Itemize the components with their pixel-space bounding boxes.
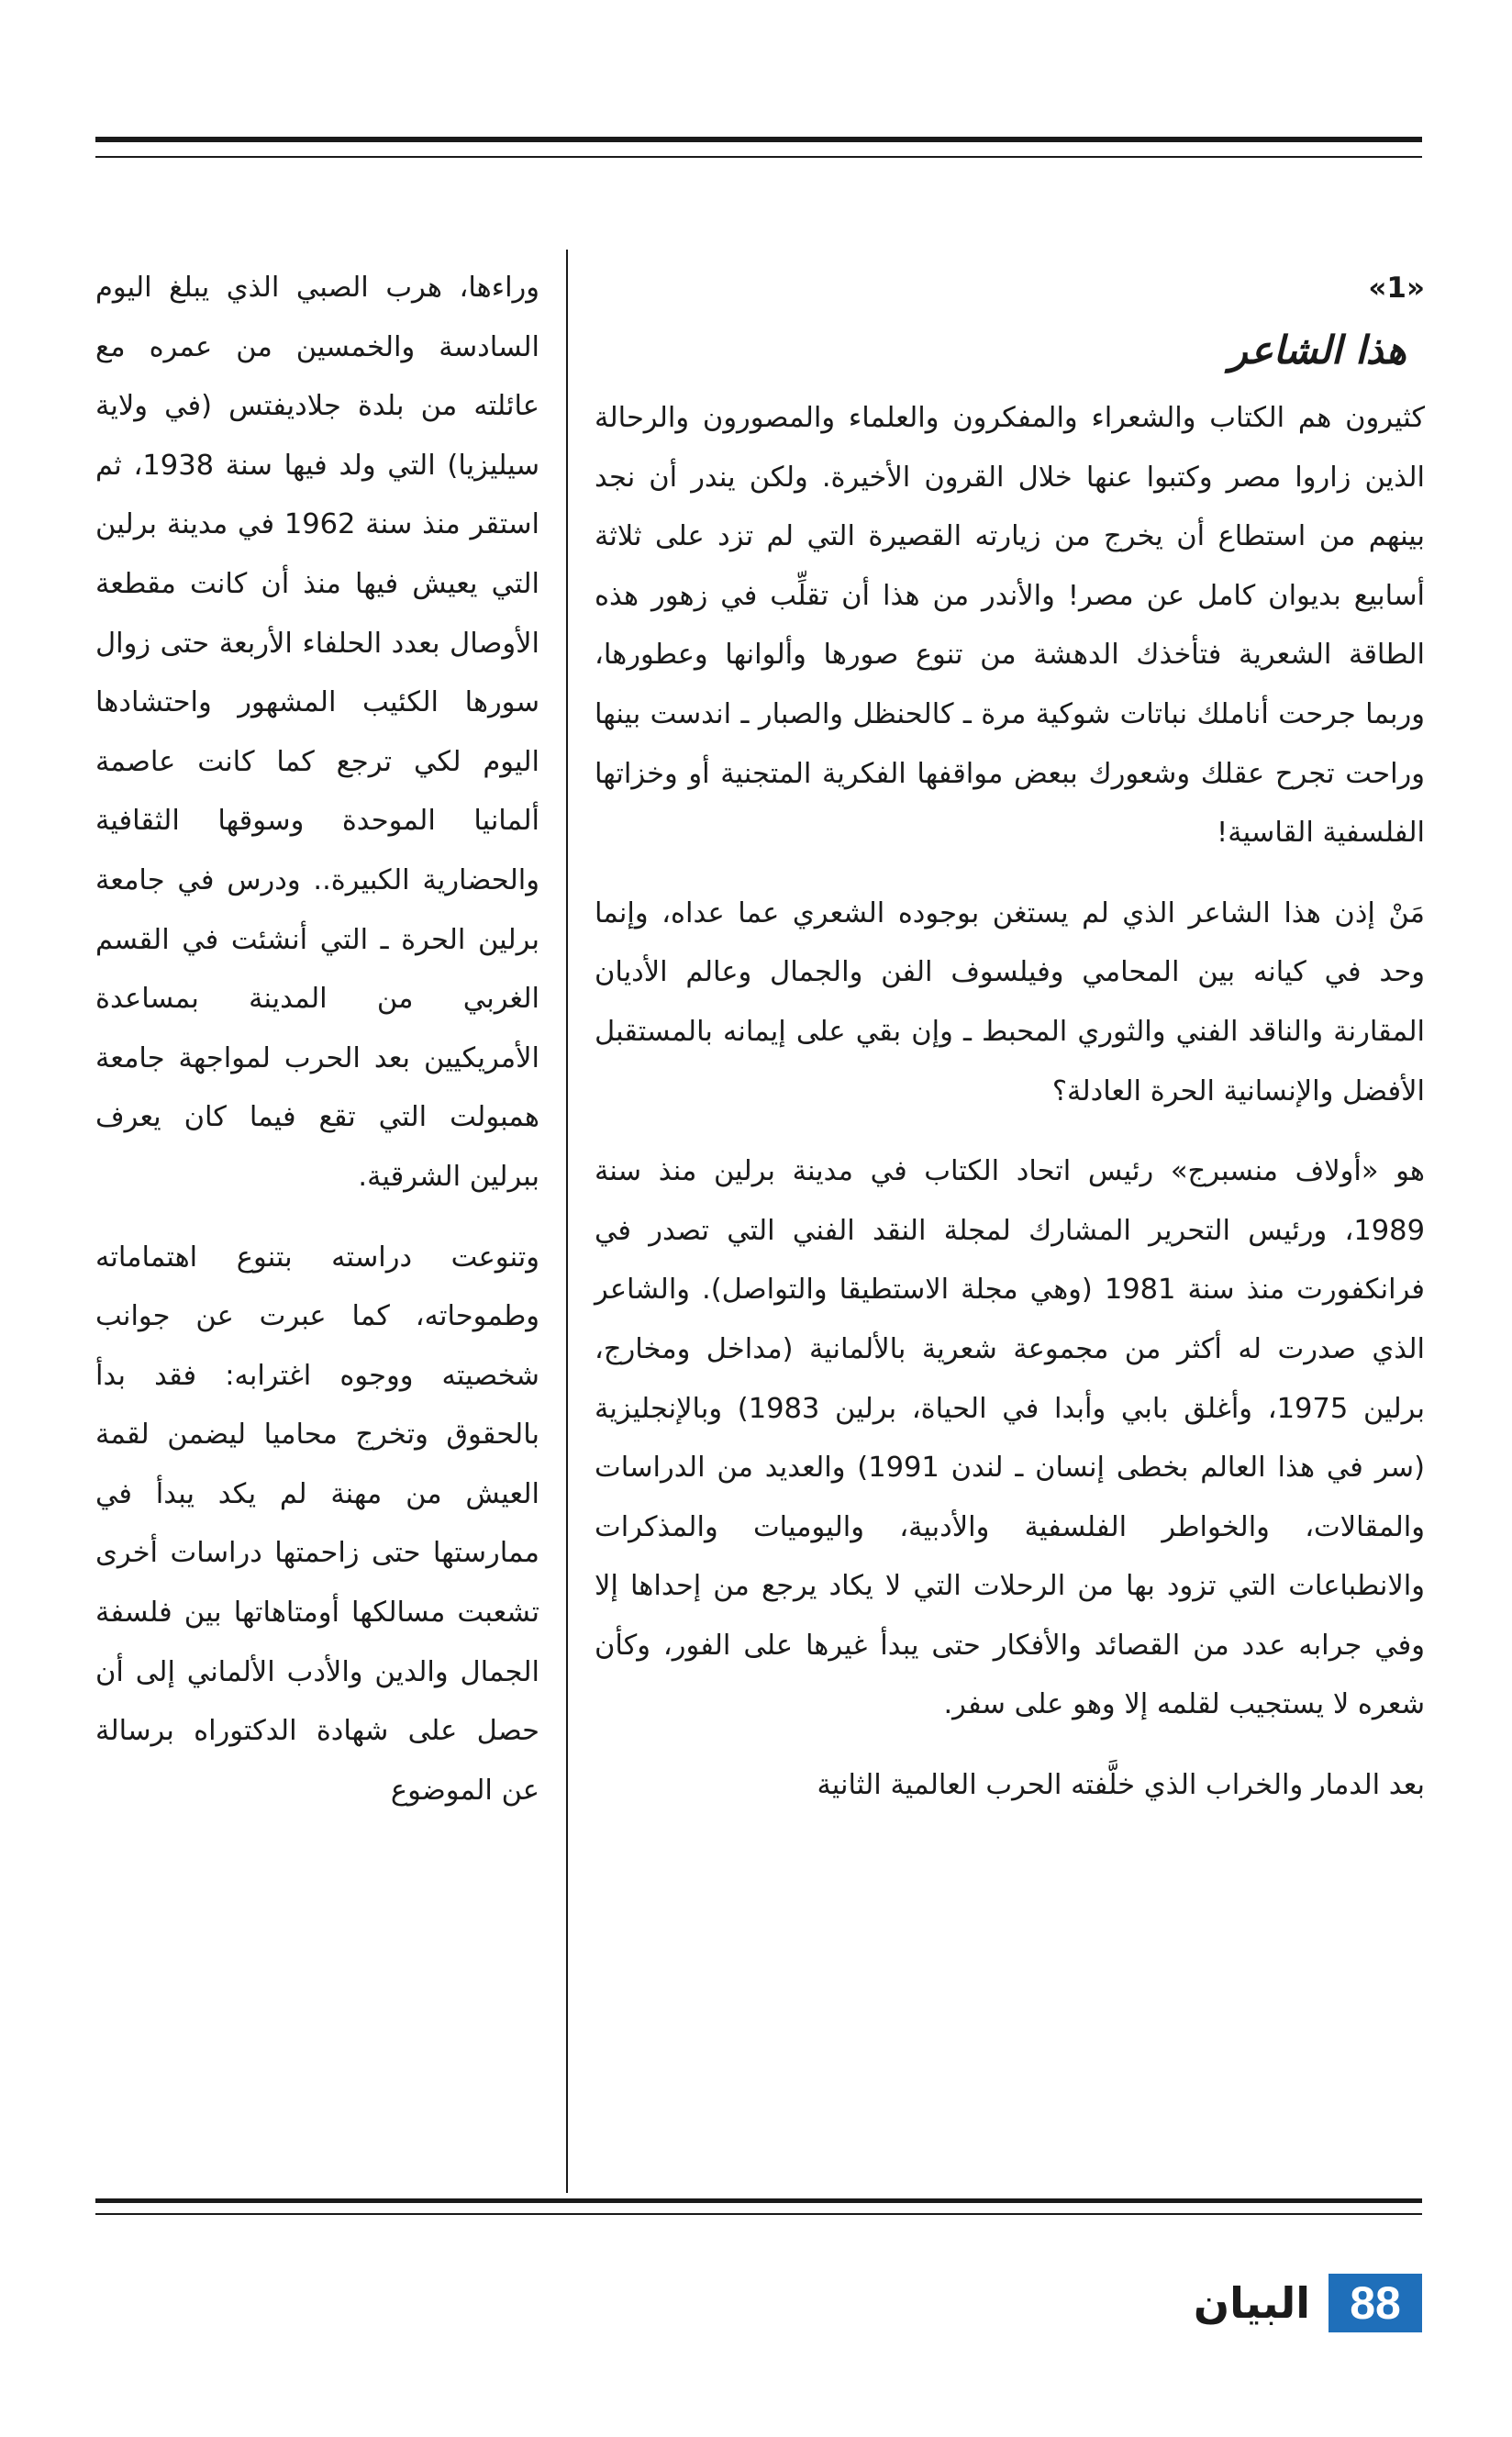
page-number: 88 [1329,2274,1422,2332]
paragraph: وتنوعت دراسته بتنوع اهتماماته وطموحاته، كما عبرت عن جوانب شخصيته ووجوه اغترابه: فقد بدأ بالحقوق وتخرج محاميا ليضمن لقمة العيش من مهنة لم يكد يبدأ في ممارستها حتى زاحمتها دراسات أخرى تشعبت مسالكها أومتاهاتها بين فلسفة الجمال والدين والأدب الألماني إلى أن حصل على شهادة الدكتوراه برسالة عن الموضوع [95,1241,539,1807]
footer-rule-thin [95,2213,1422,2215]
page-footer [1147,2274,1422,2332]
section-number: «1» [1368,272,1425,305]
header-rule-thin [95,156,1422,158]
magazine-name: البيان [1193,2278,1310,2328]
paragraph: مَنْ إذن هذا الشاعر الذي لم يستغن بوجوده الشعري عما عداه، وإنما وحد في كيانه بين المحامي وفيلسوف الفن والجمال وعالم الأديان المقارنة والناقد الفني والثوري المحبط ـ وإن بقي على إيمانه بالمستقبل الأفضل والإنسانية الحرة العادلة؟ [595,896,1425,1107]
header-rule-thick [95,137,1422,142]
article-column-left [95,259,539,1842]
section-title: هذا الشاعر [1228,328,1406,373]
column-divider [566,250,568,2193]
footer-rule-thick [95,2198,1422,2203]
paragraph: كثيرون هم الكتاب والشعراء والمفكرون والعلماء والمصورون والرحالة الذين زاروا مصر وكتبوا عنها خلال القرون الأخيرة. ولكن يندر أن نجد بينهم من استطاع أن يخرج من زيارته القصيرة التي لم تزد على ثلاثة أسابيع بديوان كامل عن مصر! والأندر من هذا أن تقلِّب في زهور هذه الطاقة الشعرية فتأخذك الدهشة من تنوع صورها وألوانها وعطورها، وربما جرحت أناملك نباتات شوكية مرة ـ كالحنظل والصبار ـ اندست بينها وراحت تجرح عقلك وشعورك ببعض مواقفها الفكرية المتجنية أو وخزاتها الفلسفية القاسية! [595,402,1425,850]
paragraph: بعد الدمار والخراب الذي خلَّفته الحرب العالمية الثانية [817,1769,1425,1802]
paragraph: وراءها، هرب الصبي الذي يبلغ اليوم السادسة والخمسين من عمره مع عائلته من بلدة جلاديفتس (في ولاية سيليزيا) التي ولد فيها سنة 1938، ثم استقر منذ سنة 1962 في مدينة برلين التي يعيش فيها منذ أن كانت مقطعة الأوصال بعدد الحلفاء الأربعة حتى زوال سورها الكئيب المشهور واحتشادها اليوم لكي ترجع كما كانت عاصمة ألمانيا الموحدة وسوقها الثقافية والحضارية الكبيرة.. ودرس في جامعة برلين الحرة ـ التي أنشئت في القسم الغربي من المدينة بمساعدة الأمريكيين بعد الحرب لمواجهة جامعة همبولت التي تقع فيما كان يعرف ببرلين الشرقية. [95,272,540,1193]
paragraph: هو «أولاف منسبرج» رئيس اتحاد الكتاب في مدينة برلين منذ سنة 1989، ورئيس التحرير المشارك لمجلة النقد الفني التي تصدر في فرانكفورت منذ سنة 1981 (وهي مجلة الاستطيقا والتواصل). والشاعر الذي صدرت له أكثر من مجموعة شعرية بالألمانية (مداخل ومخارج، برلين 1975، وأغلق بابي وأبدا في الحياة، برلين 1983) وبالإنجليزية (سر في هذا العالم بخطى إنسان ـ لندن 1991) والعديد من الدراسات والمقالات، والخواطر الفلسفية والأدبية، واليوميات والمذكرات والانطباعات التي تزود بها من الرحلات التي لا يكاد يرجع من إحداها إلا وفي جرابه عدد من القصائد والأفكار حتى يبدأ غيرها على الفور، وكأن شعره لا يستجيب لقلمه إلا وهو على سفر. [595,1155,1425,1721]
article-column-right [595,259,1425,1837]
